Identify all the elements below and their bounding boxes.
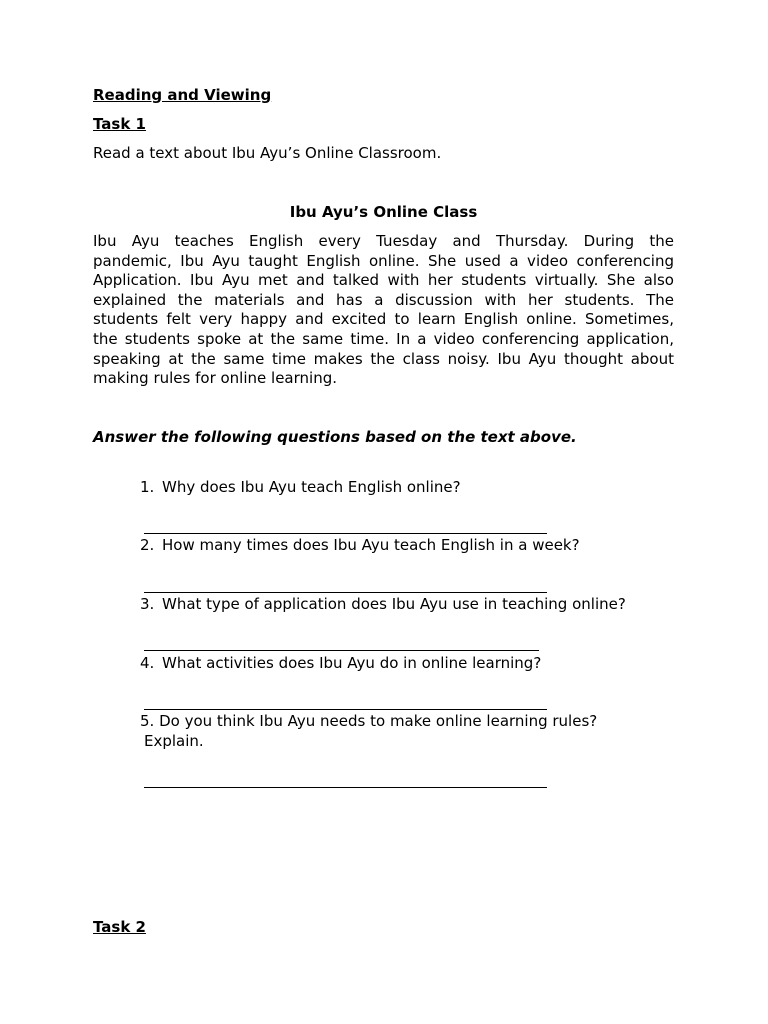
answer-line-4[interactable] [144, 709, 547, 710]
answer-line-5[interactable] [144, 787, 547, 788]
story-title: Ibu Ayu’s Online Class [289, 203, 478, 221]
question-2 [140, 536, 580, 556]
question-text: How many times does Ibu Ayu teach English in a week? [162, 536, 580, 554]
story-line: students felt very happy and excited to learn English online. Sometimes, [93, 310, 674, 329]
story-line: explained the materials and has a discussion with her students. The [93, 290, 674, 309]
task-2-label: Task 2 [93, 918, 146, 936]
question-text: What activities does Ibu Ayu do in online learning? [162, 654, 542, 672]
question-3 [140, 595, 626, 615]
story-line: Ibu Ayu teaches English every Tuesday and Thursday. During the [93, 232, 674, 250]
question-1 [140, 478, 461, 498]
question-text: Why does Ibu Ayu teach English online? [162, 478, 461, 496]
question-5 [140, 712, 597, 732]
story-line: Application. Ibu Ayu met and talked with her students virtually. She also [93, 271, 674, 290]
question-number: 4. [140, 654, 155, 672]
questions-instruction: Answer the following questions based on the text above. [93, 428, 577, 446]
question-number: 1. [140, 478, 155, 496]
question-number: 3. [140, 595, 155, 613]
intro-text: Read a text about Ibu Ayu’s Online Classroom. [93, 144, 442, 162]
story-line: speaking at the same time makes the class noisy. Ibu Ayu thought about [93, 349, 674, 368]
question-4 [140, 654, 541, 674]
section-heading: Reading and Viewing [93, 86, 272, 104]
answer-line-1[interactable] [144, 533, 547, 534]
question-text: Do you think Ibu Ayu needs to make online learning rules? [159, 712, 598, 730]
question-5-continuation: Explain. [144, 732, 204, 750]
story-line: the students spoke at the same time. In a video conferencing application, [93, 329, 674, 348]
story-line: pandemic, Ibu Ayu taught English online. She used a video conferencing [93, 251, 674, 270]
task-1-label: Task 1 [93, 115, 146, 133]
story-line: making rules for online learning. [93, 369, 337, 388]
question-number: 5. [140, 712, 155, 730]
question-text: What type of application does Ibu Ayu use in teaching online? [162, 595, 626, 613]
answer-line-2[interactable] [144, 592, 547, 593]
story-paragraph [93, 232, 674, 389]
question-number: 2. [140, 536, 155, 554]
answer-line-3[interactable] [144, 650, 539, 651]
